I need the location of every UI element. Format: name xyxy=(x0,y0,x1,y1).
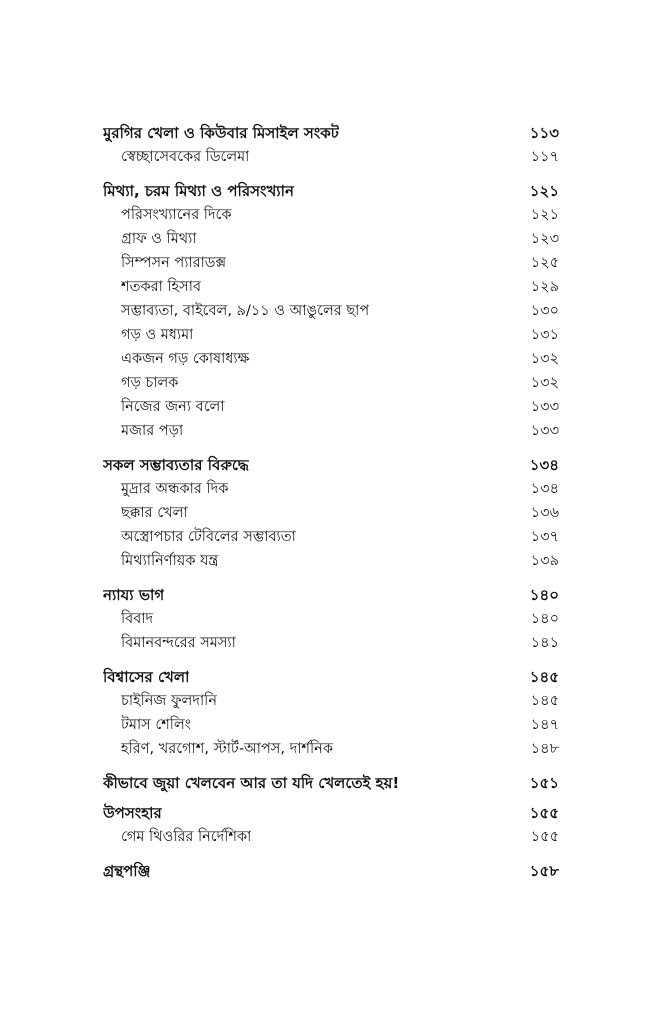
toc-entry-page: ১৩৬ xyxy=(530,505,559,521)
toc-heading-title: মিথ্যা, চরম মিথ্যা ও পরিসংখ্যান xyxy=(103,182,294,200)
toc-entry-title: হরিণ, খরগোশ, স্টার্ট-আপস, দার্শনিক xyxy=(121,741,333,757)
toc-entry-row xyxy=(103,371,559,395)
toc-entry-row xyxy=(103,689,559,713)
toc-heading-title: গ্রন্থপঞ্জি xyxy=(103,862,151,880)
toc-entry-title: গড় ও মধ্যমা xyxy=(121,327,194,343)
toc-heading-title: সকল সম্ভাব্যতার বিরুদ্ধে xyxy=(103,456,249,474)
toc-heading-row xyxy=(103,179,559,203)
toc-heading-title: কীভাবে জুয়া খেলবেন আর তা যদি খেলতেই হয়! xyxy=(103,774,400,792)
toc-entry-page: ১৩২ xyxy=(530,351,559,367)
toc-entry-title: সিম্পসন প্যারাডক্স xyxy=(121,255,227,271)
toc-entry-title: নিজের জন্য বলো xyxy=(121,399,225,415)
toc-entry-title: পরিসংখ্যানের দিকে xyxy=(121,207,232,223)
toc-entry-title: একজন গড় কোষাধ্যক্ষ xyxy=(121,351,250,367)
toc-entry-title: অস্ত্রোপচার টেবিলের সম্ভাব্যতা xyxy=(121,529,296,545)
toc-entry-page: ১৩৭ xyxy=(530,529,559,545)
toc-heading-row xyxy=(103,801,559,825)
toc-entry-page: ১৩৯ xyxy=(530,553,559,569)
toc-heading-row xyxy=(103,583,559,607)
toc-entry-title: বিবাদ xyxy=(121,611,154,627)
toc-entry-page: ১৩২ xyxy=(530,375,559,391)
toc-entry-title: মুদ্রার অন্ধকার দিক xyxy=(121,481,229,497)
toc-entry-title: মিথ্যানির্ণায়ক যন্ত্র xyxy=(121,553,219,569)
toc-entry-row xyxy=(103,713,559,737)
toc-entry-page: ১২৯ xyxy=(530,279,559,295)
toc-heading-row xyxy=(103,771,559,795)
toc-entry-page: ১৩৪ xyxy=(530,481,559,497)
toc-entry-page: ১৪০ xyxy=(530,611,559,627)
toc-entry-row xyxy=(103,395,559,419)
toc-heading-title: বিশ্বাসের খেলা xyxy=(103,668,190,686)
toc-entry-title: স্বেচ্ছাসেবকের ডিলেমা xyxy=(121,149,250,165)
toc-heading-page: ১৩৪ xyxy=(529,456,559,474)
toc-heading-page: ১৪০ xyxy=(529,586,559,604)
toc-entry-row xyxy=(103,275,559,299)
toc-heading-row xyxy=(103,859,559,883)
toc-entry-page: ১৩৩ xyxy=(530,423,559,439)
toc-entry-page: ১৪৭ xyxy=(530,717,559,733)
toc-entry-title: শতকরা হিসাব xyxy=(121,279,202,295)
toc-entry-row xyxy=(103,145,559,169)
toc-entry-row xyxy=(103,477,559,501)
toc-heading-row xyxy=(103,665,559,689)
toc-heading-page: ১৫১ xyxy=(529,774,559,792)
toc-entry-title: ছক্কার খেলা xyxy=(121,505,188,521)
toc-entry-row xyxy=(103,607,559,631)
toc-entry-row xyxy=(103,631,559,655)
toc-entry-title: গেম থিওরির নির্দেশিকা xyxy=(121,829,252,845)
toc-section xyxy=(103,179,559,443)
toc-heading-page: ১৫৫ xyxy=(529,804,559,822)
toc-section xyxy=(103,665,559,761)
toc-heading-title: মুরগির খেলা ও কিউবার মিসাইল সংকট xyxy=(103,124,339,142)
toc-entry-row xyxy=(103,419,559,443)
toc-entry-page: ১৩১ xyxy=(530,327,559,343)
toc-entry-page: ১৩০ xyxy=(530,303,559,319)
toc-entry-row xyxy=(103,323,559,347)
toc-entry-row xyxy=(103,299,559,323)
toc-entry-row xyxy=(103,251,559,275)
toc-section xyxy=(103,583,559,655)
toc-section xyxy=(103,453,559,573)
toc-entry-title: বিমানবন্দরের সমস্যা xyxy=(121,635,236,651)
toc-heading-row xyxy=(103,121,559,145)
toc-entry-row xyxy=(103,525,559,549)
toc-heading-page: ১৪৫ xyxy=(529,668,559,686)
toc-entry-row xyxy=(103,549,559,573)
toc-entry-page: ১২৫ xyxy=(530,255,559,271)
toc-heading-title: ন্যায্য ভাগ xyxy=(103,586,165,604)
toc-entry-row xyxy=(103,203,559,227)
toc-entry-page: ১১৭ xyxy=(530,149,559,165)
toc-entry-page: ১২৩ xyxy=(530,231,559,247)
toc-section xyxy=(103,801,559,849)
toc-entry-title: সম্ভাব্যতা, বাইবেল, ৯/১১ ও আঙুলের ছাপ xyxy=(121,303,370,319)
toc-entry-page: ১৪৫ xyxy=(530,693,559,709)
toc-section xyxy=(103,771,559,795)
toc-entry-title: টমাস শেলিং xyxy=(121,717,192,733)
toc-entry-page: ১৪১ xyxy=(530,635,559,651)
toc-entry-page: ১২১ xyxy=(530,207,559,223)
toc-section xyxy=(103,121,559,169)
toc-entry-page: ১৪৮ xyxy=(530,741,559,757)
toc-heading-page: ১২১ xyxy=(529,182,559,200)
toc-entry-row xyxy=(103,227,559,251)
toc-heading-page: ১৫৮ xyxy=(529,862,559,880)
toc-entry-title: মজার পড়া xyxy=(121,423,184,439)
toc-heading-page: ১১৩ xyxy=(529,124,559,142)
toc-entry-row xyxy=(103,825,559,849)
toc-entry-row xyxy=(103,347,559,371)
table-of-contents xyxy=(103,121,559,893)
toc-entry-title: গ্রাফ ও মিথ্যা xyxy=(121,231,197,247)
toc-heading-title: উপসংহার xyxy=(103,804,162,822)
toc-entry-page: ১৩৩ xyxy=(530,399,559,415)
toc-section xyxy=(103,859,559,883)
toc-entry-title: গড় চালক xyxy=(121,375,179,391)
toc-entry-row xyxy=(103,501,559,525)
toc-heading-row xyxy=(103,453,559,477)
toc-entry-title: চাইনিজ ফুলদানি xyxy=(121,693,217,709)
toc-entry-row xyxy=(103,737,559,761)
toc-entry-page: ১৫৫ xyxy=(530,829,559,845)
